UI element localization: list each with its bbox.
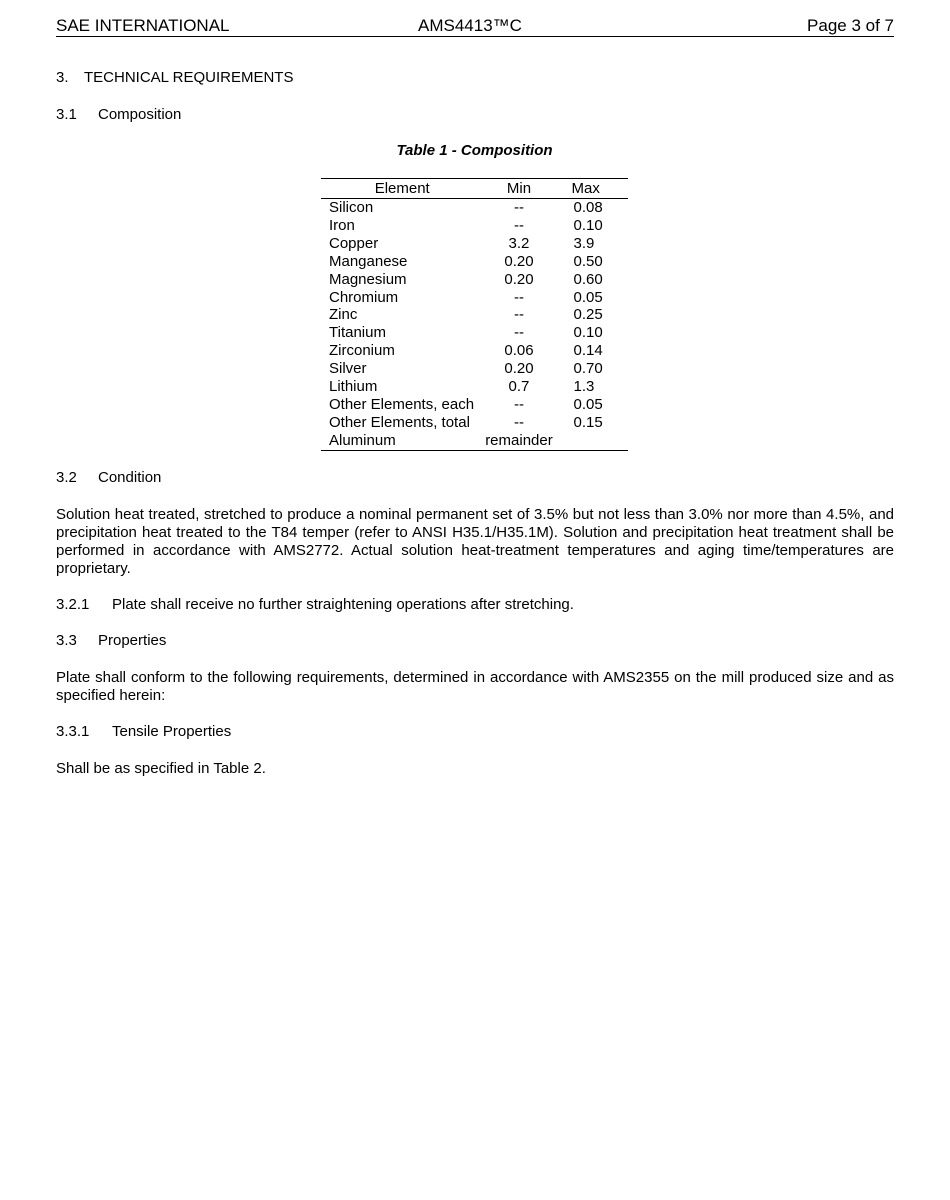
table-row <box>321 217 628 235</box>
cell-element: Other Elements, total <box>329 413 470 431</box>
table-row <box>321 342 628 360</box>
cell-element: Magnesium <box>329 270 407 288</box>
column-header-element: Element <box>321 179 483 199</box>
cell-element: Zirconium <box>329 342 395 360</box>
cell-max: 0.05 <box>573 395 603 413</box>
table-row <box>321 253 628 271</box>
section-number: 3.3 <box>56 632 77 649</box>
cell-min: 0.7 <box>508 378 530 396</box>
cell-min: -- <box>513 413 524 431</box>
section-number: 3. <box>56 69 69 86</box>
cell-min: -- <box>513 324 524 342</box>
cell-min: 0.20 <box>504 252 534 270</box>
section-3-heading <box>56 69 293 87</box>
cell-min: -- <box>513 395 524 413</box>
cell-element: Other Elements, each <box>329 395 475 413</box>
cell-element: Zinc <box>329 306 358 324</box>
cell-element: Manganese <box>329 252 408 270</box>
cell-max: 3.9 <box>573 234 595 252</box>
cell-max: 0.14 <box>573 342 603 360</box>
cell-min: 0.20 <box>504 270 534 288</box>
header-org: SAE INTERNATIONAL <box>56 16 230 35</box>
section-3-3-1-heading <box>56 723 231 741</box>
section-title: Properties <box>98 632 167 649</box>
table-row <box>321 378 628 396</box>
cell-min: -- <box>513 306 524 324</box>
tensile-properties-text: Shall be as specified in Table 2. <box>56 760 266 777</box>
table-row <box>321 289 628 307</box>
header-page-number: Page 3 of 7 <box>807 16 894 35</box>
column-header-max: Max <box>555 179 629 199</box>
section-number: 3.2.1 <box>56 596 90 613</box>
cell-max: 0.10 <box>573 216 603 234</box>
section-number: 3.1 <box>56 106 77 123</box>
cell-max: 0.10 <box>573 324 603 342</box>
section-3-3-heading <box>56 632 166 650</box>
table-row <box>321 306 628 324</box>
cell-element: Silicon <box>329 199 374 216</box>
cell-max <box>555 432 629 450</box>
cell-min: remainder <box>485 431 553 449</box>
table-row <box>321 432 628 450</box>
cell-max: 0.50 <box>573 252 603 270</box>
table-row <box>321 235 628 253</box>
table-header-row <box>321 179 628 199</box>
table-row <box>321 324 628 342</box>
cell-min: 3.2 <box>508 234 530 252</box>
section-title: Tensile Properties <box>112 723 232 740</box>
section-3-2-1 <box>56 596 574 614</box>
properties-paragraph: Plate shall conform to the following requirements, determined in accordance with AMS2355 on the mill produced size and as specified herein: <box>56 669 894 704</box>
section-number: 3.3.1 <box>56 723 90 740</box>
cell-element: Iron <box>329 216 355 234</box>
section-3-1-heading <box>56 106 181 124</box>
cell-min: 0.20 <box>504 360 534 378</box>
cell-min: -- <box>513 199 524 216</box>
cell-max: 1.3 <box>573 378 595 396</box>
cell-element: Titanium <box>329 324 386 342</box>
cell-max: 0.15 <box>573 413 603 431</box>
table-row <box>321 396 628 414</box>
cell-min: 0.06 <box>504 342 534 360</box>
section-title: Composition <box>98 106 182 123</box>
cell-min: -- <box>513 288 524 306</box>
cell-max: 0.05 <box>573 288 603 306</box>
composition-table <box>321 178 628 451</box>
section-3-2-heading <box>56 469 161 487</box>
cell-element: Silver <box>329 360 367 378</box>
cell-max: 0.08 <box>573 199 603 216</box>
cell-max: 0.60 <box>573 270 603 288</box>
cell-element: Chromium <box>329 288 399 306</box>
table-row <box>321 271 628 289</box>
section-title: TECHNICAL REQUIREMENTS <box>84 69 294 86</box>
cell-min: -- <box>513 216 524 234</box>
section-text: Plate shall receive no further straightening operations after stretching. <box>112 596 574 613</box>
section-number: 3.2 <box>56 469 77 486</box>
table-row <box>321 199 628 217</box>
condition-paragraph: Solution heat treated, stretched to produce a nominal permanent set of 3.5% but not less than 3.0% nor more than 4.5%, and precipitation heat treated to the T84 temper (refer to ANSI H35.1/H35.1M). Solution and precipitation heat treatment shall be performed in accordance with AMS2772. Actual solution heat-treatment temperatures and aging time/temperatures are proprietary. <box>56 506 894 577</box>
cell-element: Copper <box>329 234 379 252</box>
table-row <box>321 360 628 378</box>
header-doc-id: AMS4413™C <box>418 16 522 35</box>
page-header <box>56 16 894 37</box>
cell-max: 0.70 <box>573 360 603 378</box>
table-1-title: Table 1 - Composition <box>396 142 553 159</box>
cell-element: Aluminum <box>321 432 483 450</box>
table-row <box>321 414 628 432</box>
column-header-min: Min <box>483 179 554 199</box>
cell-max: 0.25 <box>573 306 603 324</box>
section-title: Condition <box>98 469 162 486</box>
cell-element: Lithium <box>329 378 378 396</box>
